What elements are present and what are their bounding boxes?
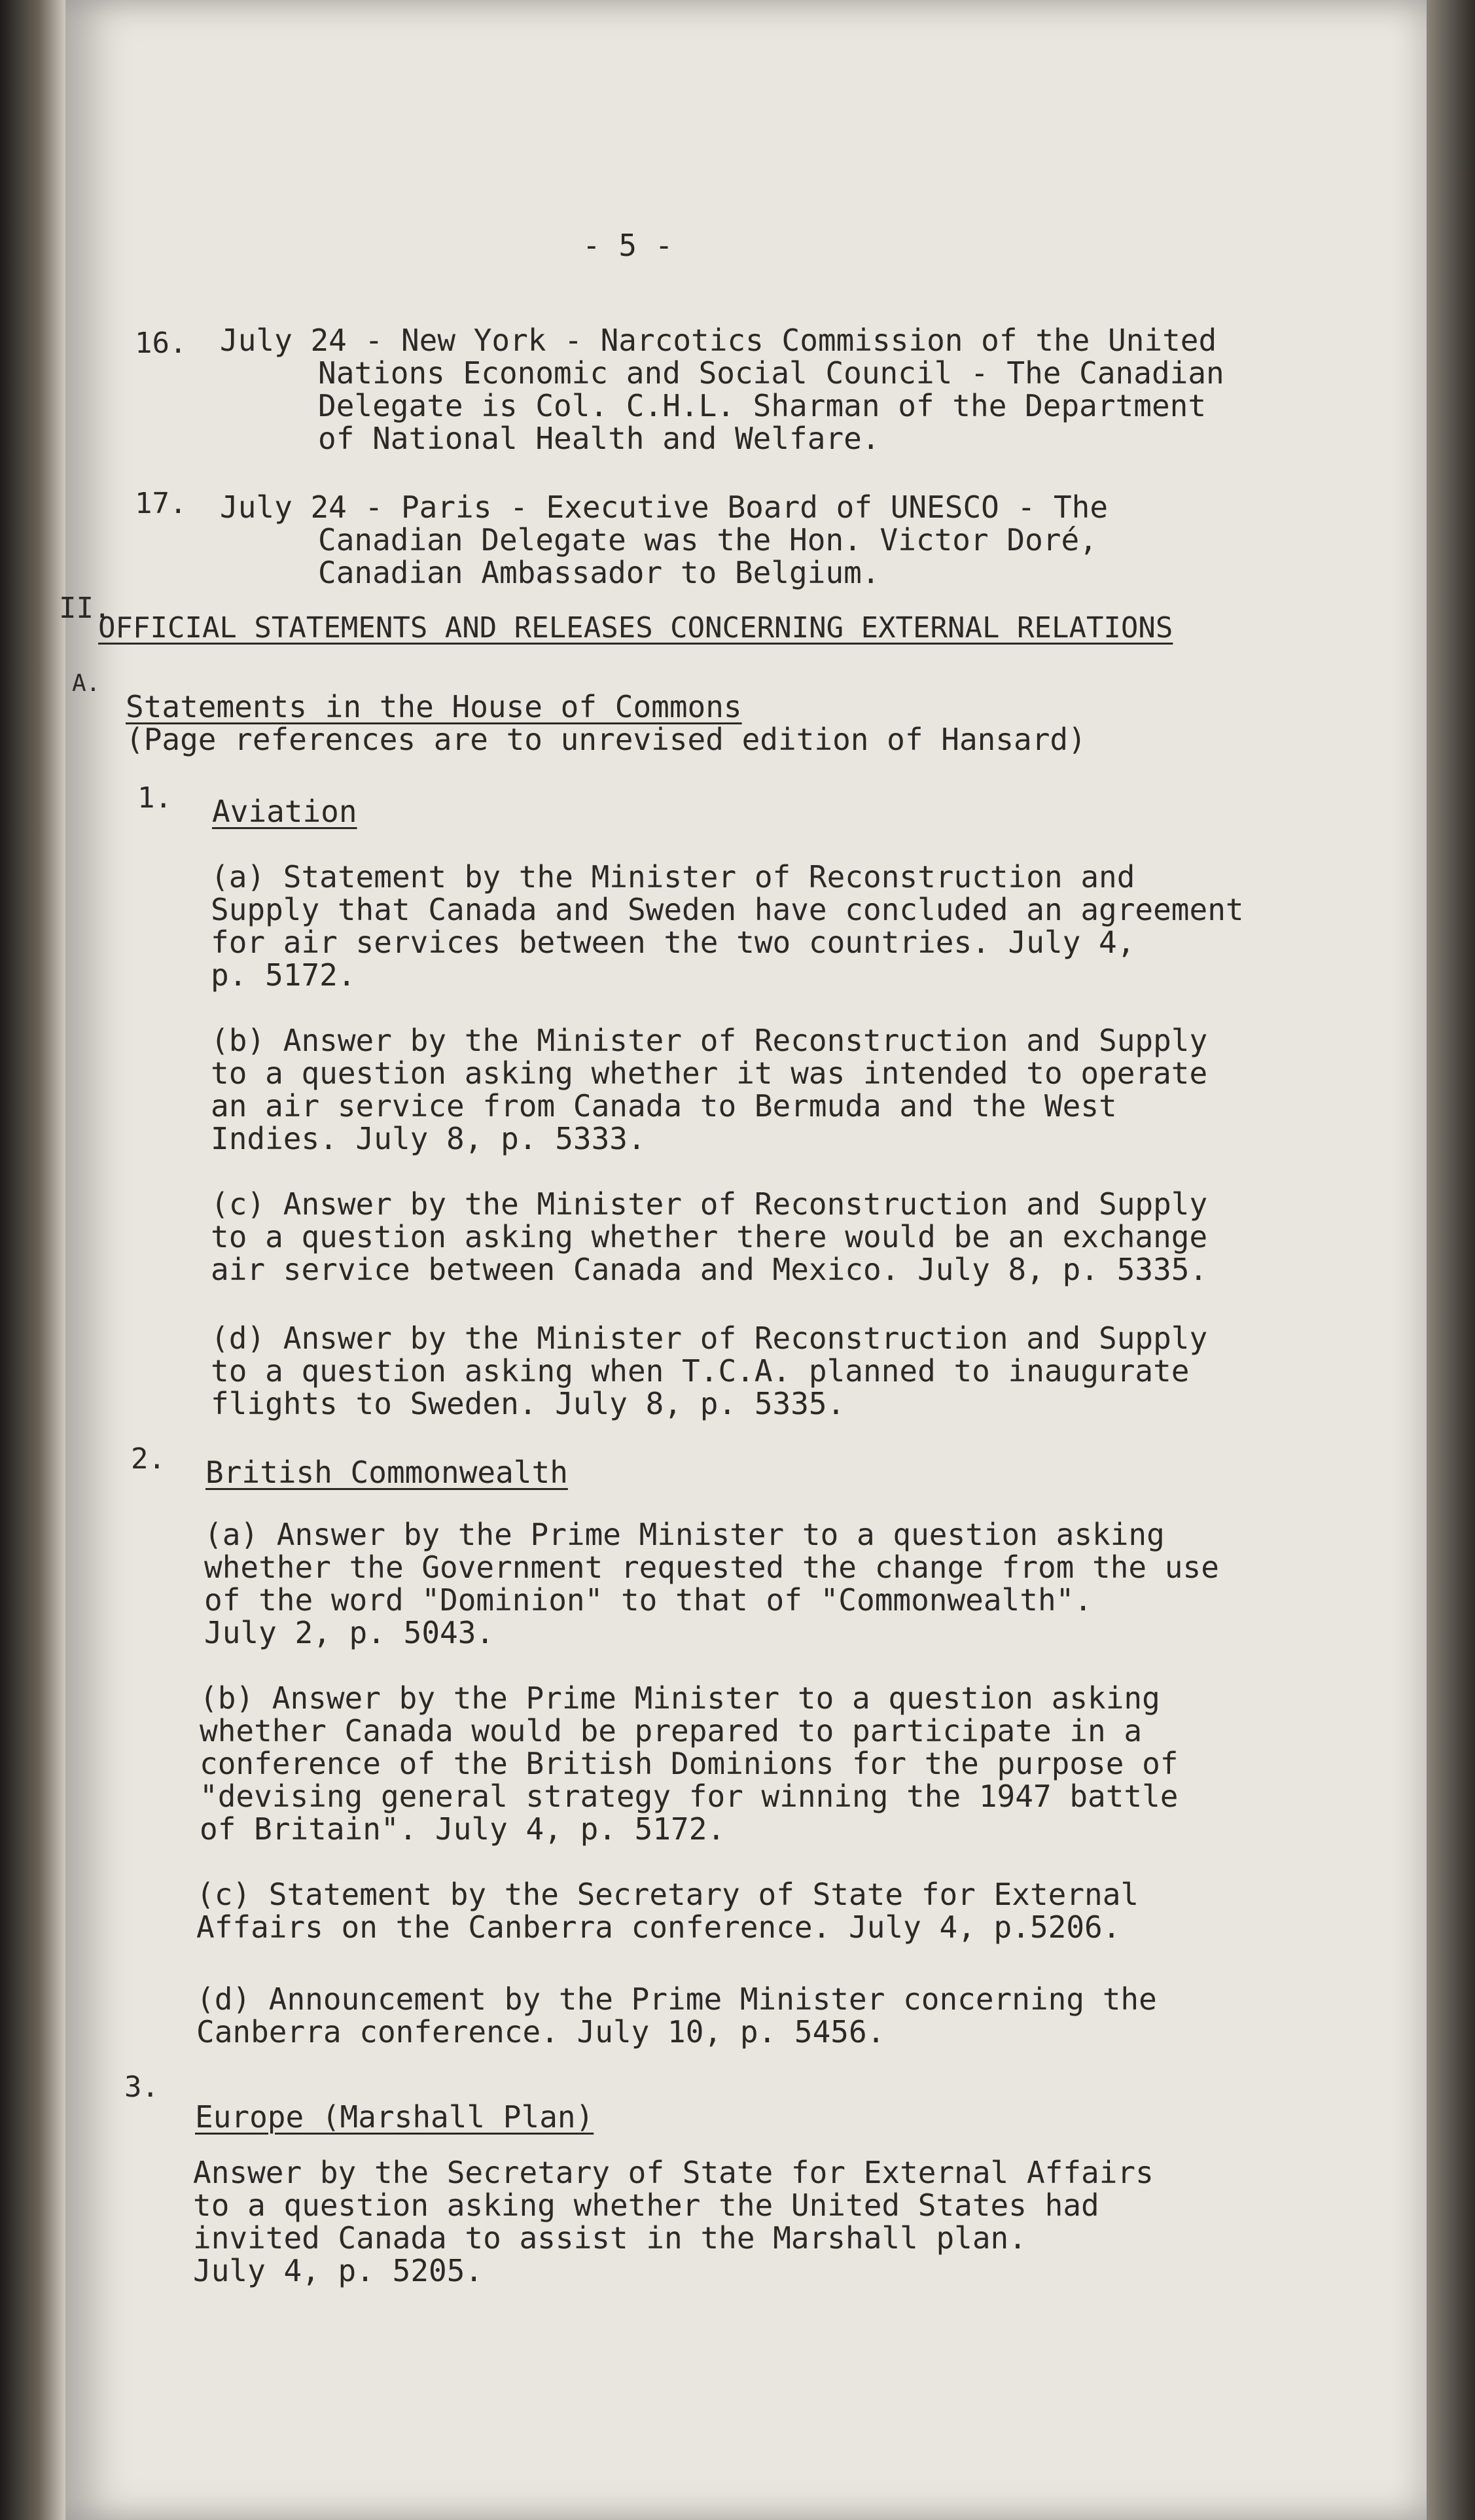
text-line: (a) Statement by the Minister of Reconstruction and: [211, 859, 1135, 895]
text-line: Canadian Ambassador to Belgium.: [318, 555, 880, 590]
text-line: to a question asking whether the United States had: [193, 2188, 1099, 2223]
text-line: of National Health and Welfare.: [318, 421, 880, 456]
text-line: air service between Canada and Mexico. July 8, p. 5335.: [211, 1252, 1208, 1287]
aviation-entry-b: [211, 1024, 1207, 1155]
text-line: of Britain". July 4, p. 5172.: [200, 1811, 726, 1847]
text-line: whether the Government requested the change from the use: [204, 1550, 1219, 1585]
topic-number: 2.: [131, 1442, 166, 1476]
item-17-text: [220, 491, 1108, 589]
text-line: an air service from Canada to Bermuda and the West: [211, 1088, 1117, 1124]
text-line: Nations Economic and Social Council - The Canadian: [318, 355, 1224, 391]
topic-number: 3.: [124, 2070, 159, 2104]
text-line: Indies. July 8, p. 5333.: [211, 1121, 646, 1156]
text-line: (d) Announcement by the Prime Minister concerning the: [196, 1981, 1157, 2017]
text-line: July 4, p. 5205.: [193, 2253, 484, 2288]
text-line: Canberra conference. July 10, p. 5456.: [196, 2014, 885, 2050]
binding-shadow-left: [0, 0, 65, 2520]
subsection-note: (Page references are to unrevised edition of Hansard): [126, 722, 1086, 757]
aviation-entry-d: [211, 1322, 1207, 1420]
text-line: (c) Statement by the Secretary of State for External: [196, 1877, 1139, 1912]
section-heading: OFFICIAL STATEMENTS AND RELEASES CONCERNING EXTERNAL RELATIONS: [98, 611, 1173, 645]
aviation-entry-a: [211, 861, 1244, 991]
text-line: conference of the British Dominions for the purpose of: [200, 1746, 1179, 1781]
binding-shadow-right: [1427, 0, 1475, 2520]
text-line: to a question asking whether it was intended to operate: [211, 1056, 1208, 1091]
topic-title-europe-marshall-plan: Europe (Marshall Plan): [195, 2099, 594, 2135]
item-number: 17.: [135, 487, 187, 520]
text-line: to a question asking whether there would be an exchange: [211, 1219, 1208, 1254]
aviation-entry-c: [211, 1188, 1207, 1286]
text-line: of the word "Dominion" to that of "Commonwealth".: [204, 1582, 1093, 1618]
text-line: (b) Answer by the Prime Minister to a question asking: [200, 1680, 1160, 1716]
item-16-text: [220, 324, 1224, 455]
commonwealth-entry-d: [196, 1983, 1157, 2048]
text-line: to a question asking when T.C.A. planned to inaugurate: [211, 1353, 1190, 1389]
section-roman: II.: [59, 592, 111, 625]
page-number: - 5 -: [582, 228, 673, 263]
text-line: invited Canada to assist in the Marshall plan.: [193, 2220, 1027, 2256]
text-line: "devising general strategy for winning the 1947 battle: [200, 1779, 1179, 1814]
commonwealth-entry-a: [204, 1518, 1219, 1649]
topic-number: 1.: [137, 781, 172, 815]
text-line: for air services between the two countries. July 4,: [211, 925, 1135, 960]
text-line: Canadian Delegate was the Hon. Victor Doré,: [318, 522, 1097, 558]
text-line: Answer by the Secretary of State for External Affairs: [193, 2155, 1154, 2190]
document-page: [59, 0, 1427, 2520]
text-line: p. 5172.: [211, 957, 356, 993]
text-line: July 2, p. 5043.: [204, 1615, 495, 1650]
text-line: flights to Sweden. July 8, p. 5335.: [211, 1386, 845, 1421]
text-line: (c) Answer by the Minister of Reconstruction and Supply: [211, 1186, 1208, 1222]
commonwealth-entry-c: [196, 1878, 1139, 1943]
text-line: (d) Answer by the Minister of Reconstruction and Supply: [211, 1321, 1208, 1356]
text-line: Affairs on the Canberra conference. July 4, p.5206.: [196, 1909, 1121, 1945]
text-line: whether Canada would be prepared to participate in a: [200, 1713, 1143, 1748]
topic-title-british-commonwealth: British Commonwealth: [205, 1455, 568, 1490]
commonwealth-entry-b: [200, 1682, 1179, 1845]
text-line: Supply that Canada and Sweden have concluded an agreement: [211, 892, 1244, 927]
europe-entry: [193, 2156, 1154, 2287]
subsection-letter: A.: [72, 670, 101, 697]
topic-title-aviation: Aviation: [212, 794, 357, 829]
text-line: July 24 - Paris - Executive Board of UNESCO - The: [220, 489, 1109, 525]
text-line: (b) Answer by the Minister of Reconstruction and Supply: [211, 1023, 1208, 1058]
item-number: 16.: [135, 327, 187, 360]
subsection-heading: Statements in the House of Commons: [126, 689, 742, 724]
text-line: Delegate is Col. C.H.L. Sharman of the Department: [318, 388, 1207, 423]
text-line: (a) Answer by the Prime Minister to a question asking: [204, 1517, 1165, 1552]
text-line: July 24 - New York - Narcotics Commission of the United: [220, 323, 1217, 358]
